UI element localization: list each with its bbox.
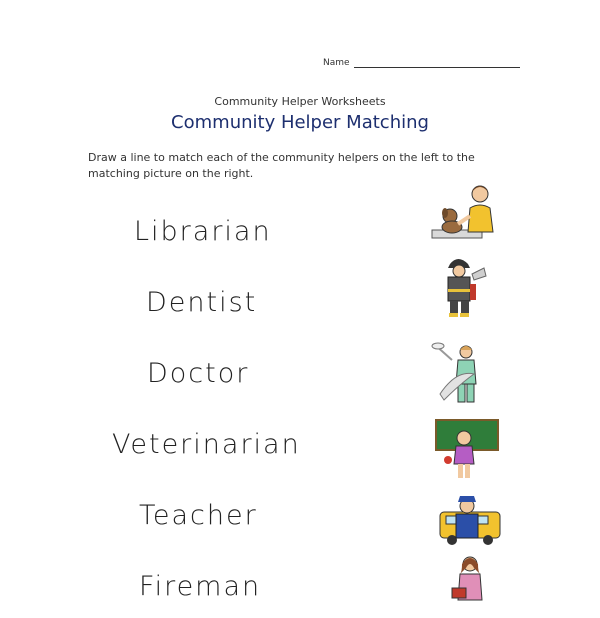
fireman-icon <box>428 254 498 320</box>
name-label: Name <box>323 58 350 68</box>
dentist-with-toothbrush-icon <box>430 340 500 406</box>
helper-word-doctor: Doctor <box>147 358 250 389</box>
name-field <box>323 57 520 68</box>
librarian-icon <box>434 552 504 618</box>
school-bus-driver-icon <box>434 488 504 554</box>
veterinarian-with-dog-icon <box>430 180 500 246</box>
helper-word-teacher: Teacher <box>139 500 258 531</box>
name-blank-line[interactable] <box>354 57 520 68</box>
worksheet-title: Community Helper Matching <box>171 112 429 133</box>
instructions: Draw a line to match each of the community helpers on the left to the matching picture on the right. <box>88 151 475 180</box>
helper-word-librarian: Librarian <box>134 216 272 247</box>
helper-word-fireman: Fireman <box>139 571 262 602</box>
teacher-at-chalkboard-icon <box>434 418 504 484</box>
helper-word-veterinarian: Veterinarian <box>112 429 301 460</box>
worksheet-subtitle: Community Helper Worksheets <box>214 95 386 108</box>
helper-word-dentist: Dentist <box>146 287 258 318</box>
